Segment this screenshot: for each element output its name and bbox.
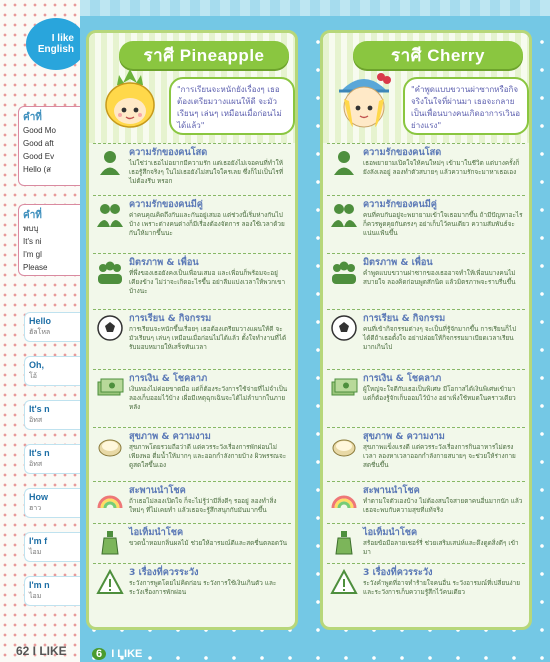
column-header [323, 33, 529, 143]
dialogue-en: Hello [29, 316, 52, 326]
phrase-box-label: คำที่ [23, 210, 42, 221]
item-body: ผู้ใหญ่จะใจดีกับเธอเป็นพิเศษ มีโอกาสได้เงินพิเศษเข้ามา แต่ก็ต้องรู้จักเก็บออมไว้บ้าง อย่าเพิ่งใช้หมดในคราวเดียว [363, 385, 516, 403]
phrase-line: Good Ev [23, 152, 55, 161]
phrase-line: It's ni [23, 237, 42, 246]
item-label: การเรียน & กิจกรรม [363, 313, 446, 324]
horoscope-item [327, 369, 525, 427]
item-body: ค่าคนคุณคิดถึงกันและกันอยู่เสมอ แต่ช่วงนี้เริ่มห่างกันไปบ้าง เพราะต่างคนต่างก็มีเรื่องต้องจัดการ ลองใช้เวลาด้วยกันให้มากขึ้นนะ [129, 211, 285, 238]
item-label: 3 เรื่องที่ควรระวัง [363, 567, 433, 578]
phrase-line: Please [23, 263, 48, 272]
horoscope-item [93, 195, 291, 253]
dialogue-th: โอ้ [29, 373, 37, 380]
item-body: คำพูดแบบขวานผ่าซากของเธออาจทำให้เพื่อนบางคนไม่สบายใจ ลองคิดก่อนพูดสักนิด แล้วมิตรภาพจะราบรื่นขึ้น [363, 269, 516, 287]
potion-bottle-icon [330, 528, 358, 556]
item-label: ความรักของคนมีคู่ [129, 199, 203, 210]
horoscope-item [93, 523, 291, 563]
rainbow-icon [96, 486, 124, 514]
item-label: สะพานนำโชค [129, 485, 186, 496]
item-body: ที่พึ่งของเธอยังคงเป็นเพื่อนเสมอ และเพื่อนก็พร้อมจะอยู่เคียงข้าง ไม่ว่าจะเกิดอะไรขึ้น อย่าลืมแบ่งเวลาให้พวกเขาบ้างนะ [129, 269, 286, 296]
item-body: เธอพยายามเปิดใจให้คนใหม่ๆ เข้ามาในชีวิต แต่บางครั้งก็ยังลังเลอยู่ ลองทำตัวสบายๆ แล้วความรักจะมาหาเธอเอง [363, 159, 520, 177]
warning-icon [330, 568, 358, 596]
compact-mirror-icon [96, 432, 124, 460]
dialogue-en: How [29, 492, 48, 502]
phrase-line: Hello (ส [23, 165, 51, 174]
item-body: ทำตามใจตัวเองบ้าง ไม่ต้องสนใจสายตาคนอื่นมากนัก แล้วเธอจะพบกับความสุขที่แท้จริง [363, 497, 523, 515]
horoscope-item [93, 563, 291, 603]
horoscope-item [327, 523, 525, 563]
rainbow-icon [330, 486, 358, 514]
page-number [92, 648, 142, 660]
item-label: การเรียน & กิจกรรม [129, 313, 212, 324]
item-body: ระวังการพูดโดยไม่คิดก่อน ระวังการใช้เงินเกินตัว และระวังเรื่องการพักผ่อน [129, 579, 277, 597]
dialogue-th: ฮัลโหล [29, 329, 51, 336]
phrase-line: Good Mo [23, 126, 56, 135]
item-label: ไอเท็มนำโชค [363, 527, 418, 538]
dialogue-th: อิทส [29, 417, 43, 424]
column-quote: "การเรียนจะหนักยังเรื่องๆ เธอต้องเตรียมวางแผนให้ดี จะมัวเรียนๆ เล่นๆ เหมือนเมื่อก่อนไม่ได้แล้ว" [169, 77, 295, 135]
item-label: ความรักของคนโสด [129, 147, 208, 158]
item-label: 3 เรื่องที่ควรระวัง [129, 567, 199, 578]
horoscope-item [327, 427, 525, 481]
column-title: ราศี Pineapple [119, 41, 289, 69]
horoscope-item [93, 481, 291, 523]
item-body: ไม่ใช่ว่าเธอไม่อยากมีความรัก แต่เธอยังไม่เจอคนที่ทำให้เธอรู้สึกจริงๆ ในไม่เธอยังไม่สนใจใครเลย ซึ่งก็ไม่เป็นไรที่ไม่ต้องรีบ หรอก [129, 159, 284, 186]
page-number-label: I LIKE [111, 648, 143, 660]
badge-line-1: I like [51, 33, 74, 44]
left-page [0, 0, 80, 662]
item-body: คนที่เข้ากิจกรรมต่างๆ จะเป็นที่รู้จักมากขึ้น การเรียนก็ไปได้ดีถ้าเธอตั้งใจ อย่าปล่อยให้กิจกรรมมาเบียดเวลาเรียนมากเกินไป [363, 325, 517, 352]
cherry-column [320, 30, 532, 630]
column-quote: "คำพูดแบบขวานผ่าซากหรือกิจจริงในใจที่ผ่านมา เธอจะกลายเป็นเพื่อนบางคนเกิดอาการเวินอย่างแรง" [403, 77, 529, 135]
item-label: สะพานนำโชค [363, 485, 420, 496]
item-body: เงินทองไม่ค่อยขาดมือ แต่ก็ต้องระวังการใช้จ่ายที่ไม่จำเป็น ลองเก็บออมไว้บ้าง เผื่อมีเหตุฉุกเฉินจะได้ไม่ลำบากในภายหลัง [129, 385, 288, 412]
item-body: สุขภาพแข็งแรงดี แต่ควรระวังเรื่องการกินอาหารไม่ตรงเวลา ลองหาเวลาออกกำลังกายสบายๆ จะช่วยให้ร่างกายสดชื่นขึ้น [363, 443, 516, 470]
phrase-line: พบบุ [23, 224, 39, 233]
compact-mirror-icon [330, 432, 358, 460]
item-label: ไอเท็มนำโชค [129, 527, 184, 538]
dialogue-th: ฮาว [29, 505, 42, 512]
item-label: การเงิน & โชคลาภ [129, 373, 208, 384]
phrase-line: I'm gl [23, 250, 42, 259]
horoscope-item [327, 309, 525, 369]
dialogue-box [24, 356, 80, 386]
dialogue-en: Oh, [29, 360, 44, 370]
horoscope-item [327, 143, 525, 195]
person-icon [96, 148, 124, 176]
money-icon [330, 374, 358, 402]
friends-icon [330, 258, 358, 286]
phrase-box-label: คำที่ [23, 112, 42, 123]
item-label: ความรักของคนโสด [363, 147, 442, 158]
dialogue-en: I'm f [29, 536, 48, 546]
pineapple-column [86, 30, 298, 630]
item-label: มิตรภาพ & เพื่อน [129, 257, 199, 268]
horoscope-item [93, 427, 291, 481]
horoscope-item [93, 143, 291, 195]
horoscope-item [93, 309, 291, 369]
cherry-girl-illustration [329, 65, 399, 135]
couple-icon [96, 200, 124, 228]
soccer-ball-icon [330, 314, 358, 342]
potion-bottle-icon [96, 528, 124, 556]
item-body: สุขภาพโดยรวมถือว่าดี แต่ควรระวังเรื่องการพักผ่อนไม่เพียงพอ ดื่มน้ำให้มากๆ และออกกำลังกายบ้าง ผิวพรรณจะดูสดใสขึ้นเอง [129, 443, 287, 470]
item-body: การเรียนจะหนักขึ้นเรื่อยๆ เธอต้องเตรียมวางแผนให้ดี จะมัวเรียนๆ เล่นๆ เหมือนเมื่อก่อนไม่ได้แล้ว ตั้งใจทำงานที่ได้รับมอบหมายให้เสร็จทันเวลา [129, 325, 287, 352]
item-body: ถ้าเธอไม่ลองเปิดใจ ก็จะไม่รู้ว่ามีสิ่งดีๆ รออยู่ ลองทำสิ่งใหม่ๆ ที่ไม่เคยทำ แล้วเธอจะรู้สึกสนุกกับมันมากขึ้น [129, 497, 277, 515]
dialogue-box [24, 400, 80, 430]
dialogue-th: ไอม [29, 593, 42, 600]
money-icon [96, 374, 124, 402]
dialogue-en: It's n [29, 404, 50, 414]
item-label: ความรักของคนมีคู่ [363, 199, 437, 210]
horoscope-item [327, 481, 525, 523]
couple-icon [330, 200, 358, 228]
horoscope-item [93, 253, 291, 309]
left-page-number: 62 I LIKE [16, 644, 67, 658]
phrase-box-1 [18, 106, 80, 186]
badge-line-2: English [37, 44, 74, 55]
i-like-english-badge [26, 18, 86, 70]
column-items [89, 143, 295, 603]
top-decorative-strip [80, 0, 550, 16]
item-body: สร้อยข้อมือลายเชอร์รี่ ช่วยเสริมเสน่ห์และดึงดูดสิ่งดีๆ เข้ามา [363, 539, 519, 557]
item-label: สุขภาพ & ความงาม [363, 431, 445, 442]
friends-icon [96, 258, 124, 286]
pineapple-girl-illustration [95, 65, 165, 135]
person-icon [330, 148, 358, 176]
item-body: คนที่คบกันอยู่จะพยายามเข้าใจเธอมากขึ้น ถ้ามีปัญหาอะไรก็ควรพูดคุยกันตรงๆ อย่าเก็บไว้คนเดียว ความสัมพันธ์จะแน่นแฟ้นขึ้น [363, 211, 523, 238]
phrase-box-2 [18, 204, 80, 276]
horoscope-item [93, 369, 291, 427]
column-title: ราศี Cherry [353, 41, 523, 69]
dialogue-th: ไอม [29, 549, 42, 556]
dialogue-en: I'm n [29, 580, 50, 590]
item-label: การเงิน & โชคลาภ [363, 373, 442, 384]
warning-icon [96, 568, 124, 596]
item-label: สุขภาพ & ความงาม [129, 431, 211, 442]
dialogue-box [24, 532, 80, 562]
item-body: ขวดน้ำหอมกลิ่นผลไม้ ช่วยให้อารมณ์ดีและสดชื่นตลอดวัน [129, 539, 287, 547]
horoscope-item [327, 253, 525, 309]
dialogue-box [24, 444, 80, 474]
dialogue-th: อิทส [29, 461, 43, 468]
phrase-line: Good aft [23, 139, 54, 148]
dialogue-box [24, 312, 80, 342]
page-number-value: 6 [92, 648, 106, 660]
horoscope-page [80, 0, 550, 662]
dialogue-box [24, 488, 80, 518]
horoscope-item [327, 195, 525, 253]
horoscope-item [327, 563, 525, 603]
soccer-ball-icon [96, 314, 124, 342]
item-body: ระวังคำพูดที่อาจทำร้ายใจคนอื่น ระวังอารมณ์ที่เปลี่ยนง่าย และระวังการเก็บความรู้สึกไว้คนเดียว [363, 579, 521, 597]
dialogue-en: It's n [29, 448, 50, 458]
column-items [323, 143, 529, 603]
column-header [89, 33, 295, 143]
item-label: มิตรภาพ & เพื่อน [363, 257, 433, 268]
dialogue-box [24, 576, 80, 606]
